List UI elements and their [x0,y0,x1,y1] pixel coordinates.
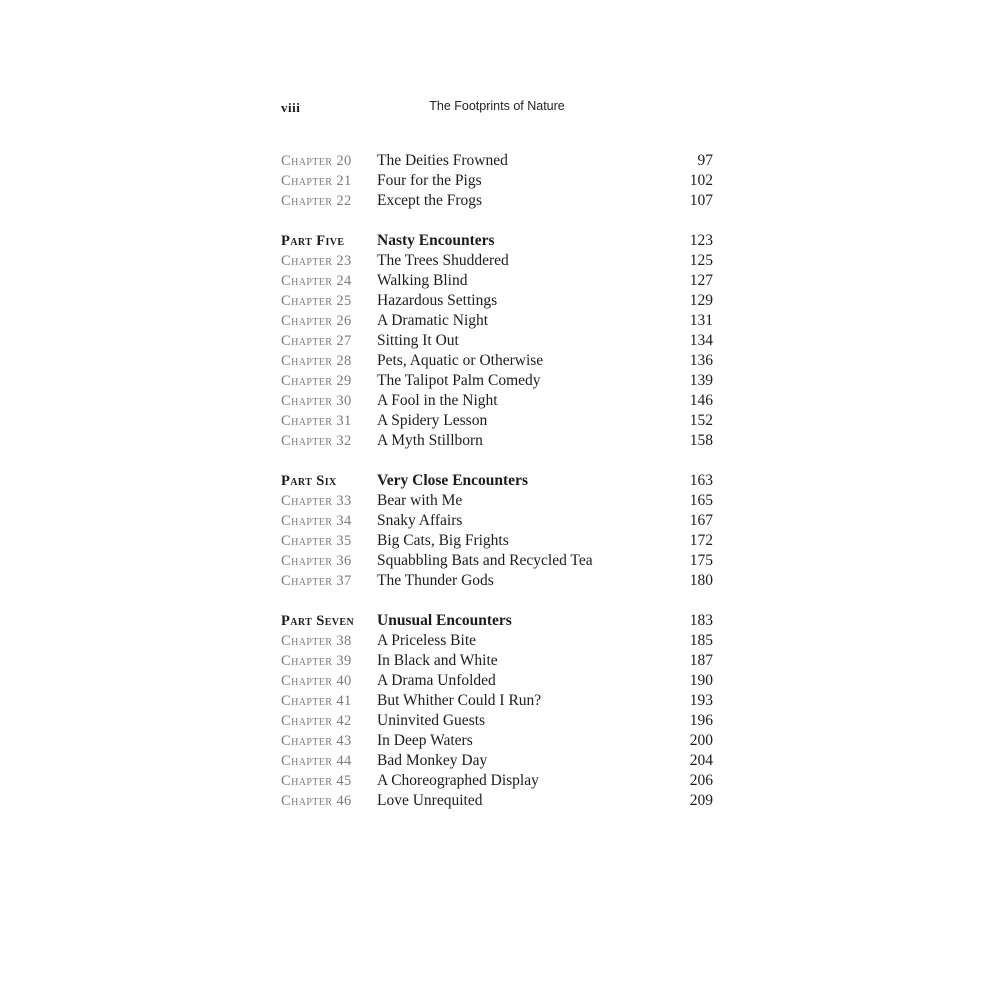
page-number: 167 [689,512,713,529]
chapter-title: A Priceless Bite [377,632,477,649]
toc-entry-row [281,691,713,711]
chapter-title: Snaky Affairs [377,512,463,529]
toc-entry-row [281,771,713,791]
page-folio: viii [281,100,301,115]
chapter-label: Chapter 40 [281,673,352,689]
page-number: 193 [689,692,713,709]
chapter-label: Chapter 23 [281,253,352,269]
chapter-title: Big Cats, Big Frights [377,532,509,549]
chapter-label: Chapter 35 [281,533,352,549]
toc-entry-row [281,291,713,311]
page-number: 209 [689,792,713,809]
chapter-label: Chapter 34 [281,513,352,529]
page-number: 102 [689,172,713,189]
chapter-title: A Choreographed Display [377,772,539,789]
toc-entry-row [281,651,713,671]
page-number: 158 [689,432,713,449]
chapter-label: Chapter 41 [281,693,352,709]
page-number: 200 [689,732,713,749]
part-title: Very Close Encounters [377,472,528,489]
toc-section [281,471,713,591]
toc-entry-row [281,431,713,451]
chapter-label: Chapter 44 [281,753,352,769]
chapter-label: Chapter 27 [281,333,352,349]
page-number: 136 [689,352,713,369]
page-number: 131 [689,312,713,329]
page-number: 97 [697,152,713,169]
chapter-title: A Fool in the Night [377,392,498,409]
toc-entry-row [281,531,713,551]
page-number: 172 [689,532,713,549]
page-number: 163 [689,472,713,489]
toc-entry-row [281,311,713,331]
chapter-title: Bad Monkey Day [377,752,488,769]
toc-entry-row [281,751,713,771]
chapter-label: Chapter 21 [281,173,352,189]
chapter-label: Chapter 28 [281,353,352,369]
chapter-title: Except the Frogs [377,192,483,209]
chapter-title: Four for the Pigs [377,172,482,189]
chapter-label: Chapter 33 [281,493,352,509]
running-head: The Footprints of Nature [429,99,565,113]
chapter-title: Hazardous Settings [377,292,498,309]
chapter-title: Walking Blind [377,272,468,289]
chapter-label: Chapter 31 [281,413,352,429]
toc-entry-row [281,491,713,511]
page-number: 127 [689,272,713,289]
part-label: Part Six [281,473,337,489]
chapter-label: Chapter 20 [281,153,352,169]
chapter-title: Sitting It Out [377,332,459,349]
page-number: 183 [689,612,713,629]
chapter-label: Chapter 45 [281,773,352,789]
page-number: 129 [689,292,713,309]
chapter-label: Chapter 37 [281,573,352,589]
table-of-contents [281,151,713,811]
chapter-label: Chapter 36 [281,553,352,569]
toc-entry-row [281,371,713,391]
page-number: 187 [689,652,713,669]
toc-entry-row [281,271,713,291]
toc-entry-row [281,631,713,651]
page-number: 190 [689,672,713,689]
page-number: 204 [689,752,713,769]
page-number: 206 [689,772,713,789]
chapter-label: Chapter 46 [281,793,352,809]
chapter-title: The Deities Frowned [377,152,508,169]
part-title: Unusual Encounters [377,612,512,629]
toc-entry-row [281,731,713,751]
chapter-label: Chapter 32 [281,433,352,449]
chapter-title: A Myth Stillborn [377,432,483,449]
chapter-label: Chapter 43 [281,733,352,749]
chapter-title: Bear with Me [377,492,463,509]
page-number: 165 [689,492,713,509]
toc-section [281,231,713,451]
page-number: 139 [689,372,713,389]
chapter-title: In Black and White [377,652,498,669]
part-label: Part Seven [281,613,355,629]
toc-part-row [281,611,713,631]
toc-entry-row [281,551,713,571]
part-title: Nasty Encounters [377,232,495,249]
chapter-title: In Deep Waters [377,732,473,749]
chapter-label: Chapter 26 [281,313,352,329]
chapter-title: A Drama Unfolded [377,672,496,689]
page-number: 125 [689,252,713,269]
page-number: 134 [689,332,713,349]
page-number: 146 [689,392,713,409]
page-number: 152 [689,412,713,429]
chapter-title: But Whither Could I Run? [377,692,542,709]
chapter-label: Chapter 30 [281,393,352,409]
toc-part-row [281,231,713,251]
toc-entry-row [281,391,713,411]
chapter-label: Chapter 29 [281,373,352,389]
toc-entry-row [281,671,713,691]
toc-entry-row [281,251,713,271]
toc-entry-row [281,411,713,431]
page-number: 107 [689,192,713,209]
chapter-title: Squabbling Bats and Recycled Tea [377,552,593,569]
chapter-title: The Trees Shuddered [377,252,509,269]
toc-section [281,151,713,211]
toc-entry-row [281,171,713,191]
chapter-title: Love Unrequited [377,792,483,809]
toc-entry-row [281,511,713,531]
page-number: 123 [689,232,713,249]
part-label: Part Five [281,233,345,249]
page-number: 175 [689,552,713,569]
toc-entry-row [281,331,713,351]
chapter-label: Chapter 25 [281,293,352,309]
toc-entry-row [281,191,713,211]
chapter-title: The Thunder Gods [377,572,494,589]
chapter-label: Chapter 22 [281,193,352,209]
page-number: 180 [689,572,713,589]
chapter-title: Uninvited Guests [377,712,486,729]
chapter-title: The Talipot Palm Comedy [377,372,541,389]
page-number: 196 [689,712,713,729]
toc-entry-row [281,571,713,591]
chapter-title: A Dramatic Night [377,312,489,329]
toc-section [281,611,713,811]
page-header [281,99,713,117]
toc-entry-row [281,151,713,171]
chapter-label: Chapter 24 [281,273,352,289]
toc-entry-row [281,791,713,811]
toc-entry-row [281,711,713,731]
chapter-label: Chapter 39 [281,653,352,669]
chapter-label: Chapter 42 [281,713,352,729]
page-number: 185 [689,632,713,649]
toc-part-row [281,471,713,491]
chapter-title: A Spidery Lesson [377,412,488,429]
chapter-title: Pets, Aquatic or Otherwise [377,352,544,369]
toc-entry-row [281,351,713,371]
chapter-label: Chapter 38 [281,633,352,649]
